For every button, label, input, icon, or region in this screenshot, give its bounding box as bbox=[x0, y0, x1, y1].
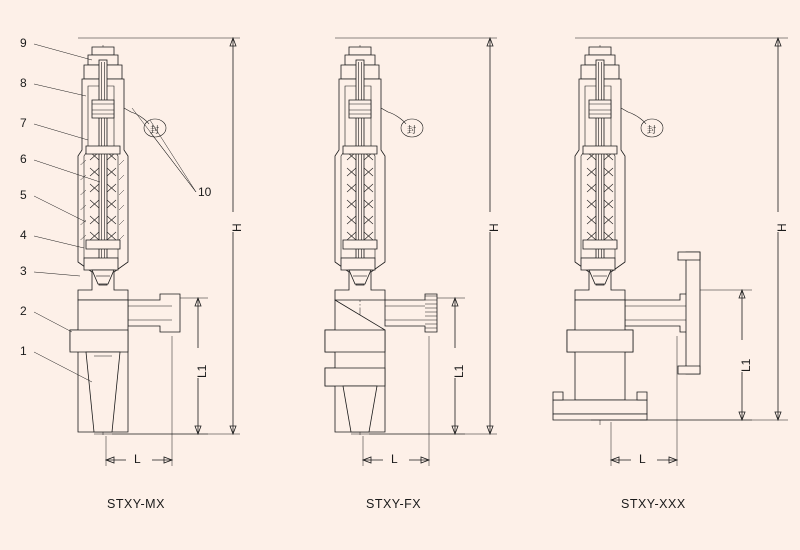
seal-tag-mx: 封 bbox=[150, 126, 160, 136]
callout-5: 5 bbox=[20, 188, 27, 202]
view-mx-geometry bbox=[34, 38, 240, 466]
view-fx-geometry bbox=[325, 38, 497, 466]
caption-view-xxx: STXY-XXX bbox=[621, 497, 686, 511]
callout-4: 4 bbox=[20, 228, 27, 242]
callout-8: 8 bbox=[20, 76, 27, 90]
dim-h-xxx: H bbox=[775, 223, 789, 232]
callout-3: 3 bbox=[20, 264, 27, 278]
caption-view-mx: STXY-MX bbox=[107, 497, 165, 511]
dim-l-fx: L bbox=[391, 452, 398, 466]
callout-1: 1 bbox=[20, 344, 27, 358]
view-xxx-geometry bbox=[553, 38, 788, 466]
dim-h-fx: H bbox=[487, 223, 501, 232]
callout-6: 6 bbox=[20, 152, 27, 166]
callout-2: 2 bbox=[20, 304, 27, 318]
callout-10: 10 bbox=[198, 185, 212, 199]
dim-h-mx: H bbox=[230, 223, 244, 232]
caption-view-fx: STXY-FX bbox=[366, 497, 422, 511]
dim-l1-fx: L1 bbox=[452, 364, 466, 378]
dim-l-mx: L bbox=[134, 452, 141, 466]
seal-tag-xxx: 封 bbox=[647, 126, 657, 136]
callout-7: 7 bbox=[20, 116, 27, 130]
dim-l-xxx: L bbox=[639, 452, 646, 466]
dim-l1-xxx: L1 bbox=[739, 358, 753, 372]
callout-9: 9 bbox=[20, 36, 27, 50]
dim-l1-mx: L1 bbox=[195, 364, 209, 378]
seal-tag-fx: 封 bbox=[407, 126, 417, 136]
